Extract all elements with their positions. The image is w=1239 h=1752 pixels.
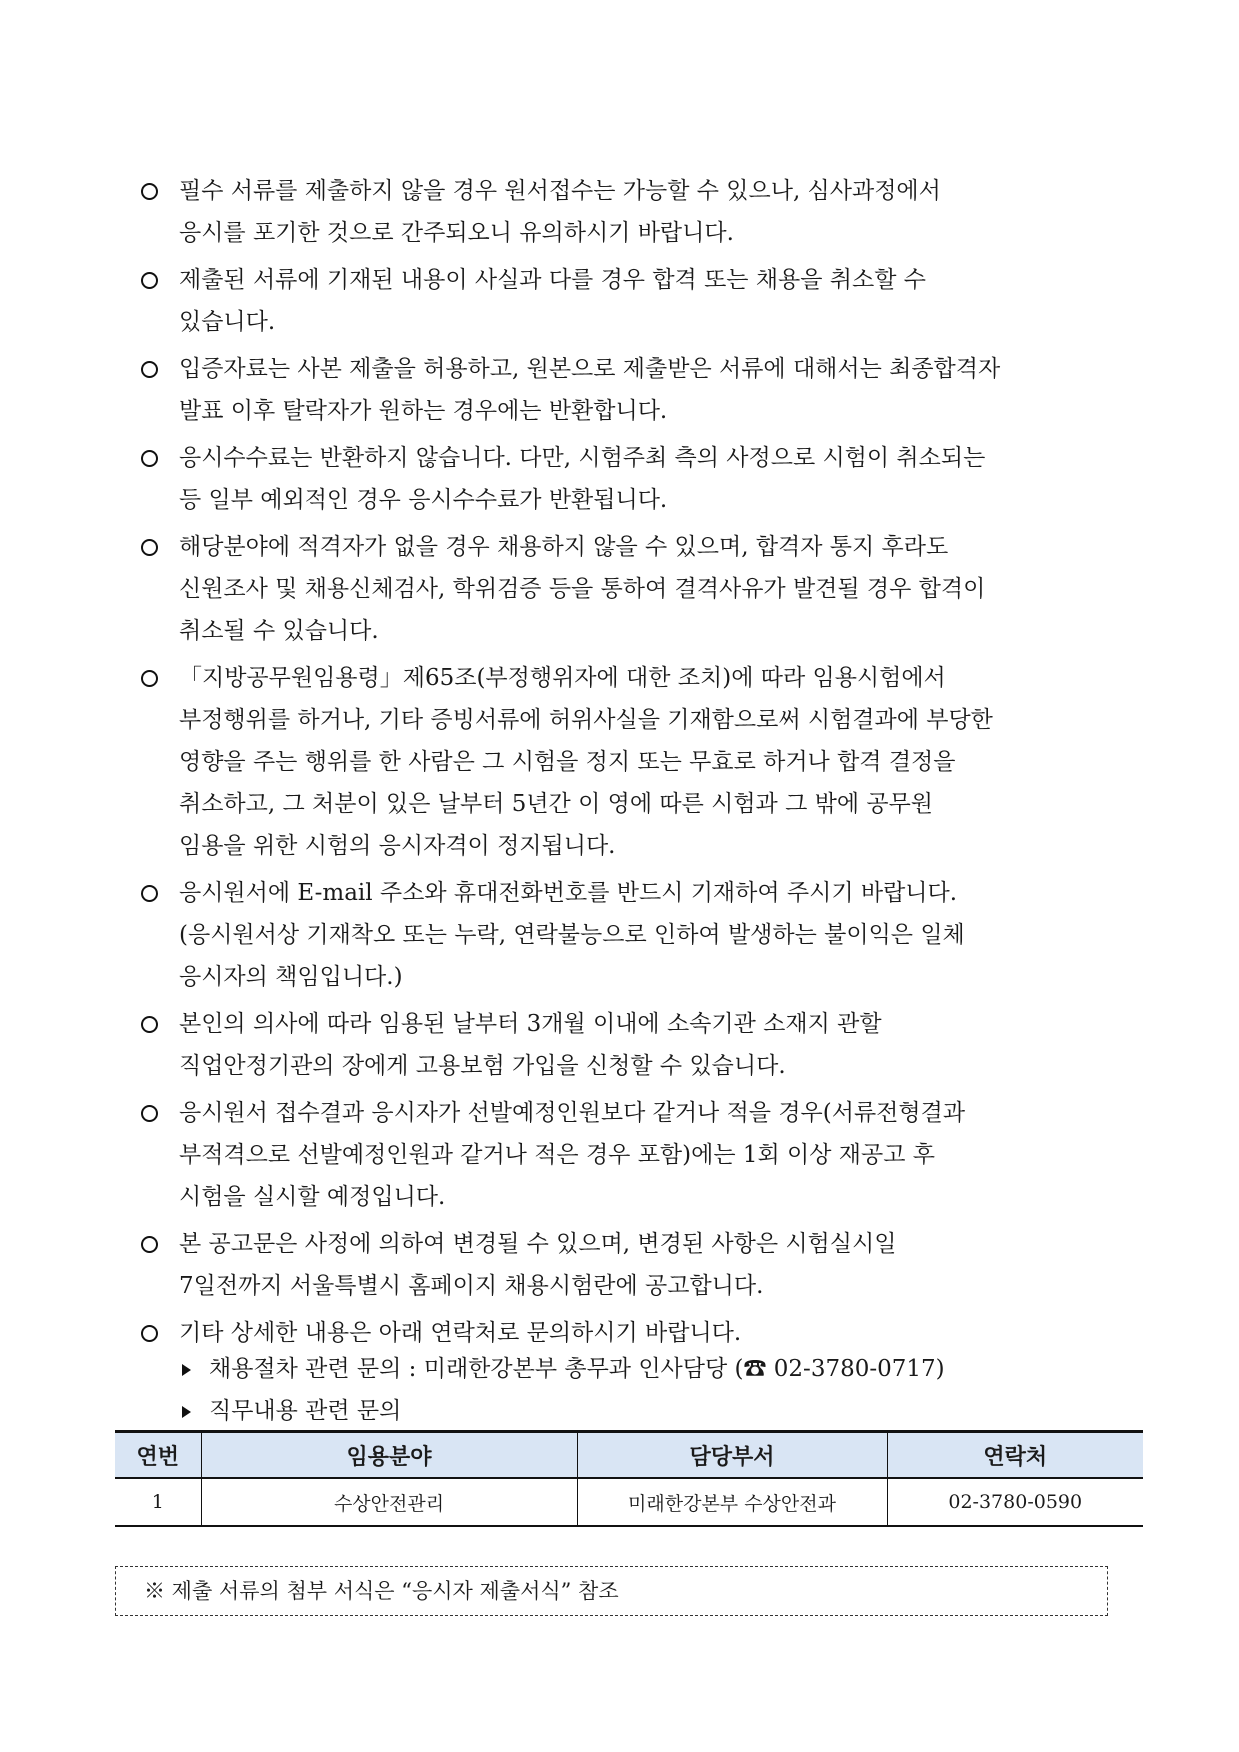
- notice-line: 시험을 실시할 예정입니다.: [179, 1184, 446, 1210]
- notice-item: [141, 437, 1121, 521]
- circle-bullet-icon: [141, 272, 158, 289]
- cell-number: 1: [115, 1478, 201, 1526]
- column-header-department: 담당부서: [577, 1432, 887, 1479]
- column-header-field: 임용분야: [201, 1432, 577, 1479]
- notice-line: 기타 상세한 내용은 아래 연락처로 문의하시기 바랍니다.: [179, 1320, 742, 1346]
- notice-list: [141, 170, 1121, 1359]
- notice-line: 필수 서류를 제출하지 않을 경우 원서접수는 가능할 수 있으나, 심사과정에서: [179, 178, 941, 204]
- triangle-bullet-icon: [182, 1364, 191, 1376]
- notice-line: 부정행위를 하거나, 기타 증빙서류에 허위사실을 기재함으로써 시험결과에 부당한: [179, 707, 993, 733]
- notice-line: 응시자의 책임입니다.): [179, 964, 403, 990]
- cell-department: 미래한강본부 수상안전과: [577, 1478, 887, 1526]
- circle-bullet-icon: [141, 539, 158, 556]
- contact-inquiry-item: [179, 1348, 945, 1390]
- notice-item: [141, 657, 1121, 867]
- circle-bullet-icon: [141, 1325, 158, 1342]
- notice-line: (응시원서상 기재착오 또는 누락, 연락불능으로 인하여 발생하는 불이익은 일체: [179, 922, 965, 948]
- notice-line: 본 공고문은 사정에 의하여 변경될 수 있으며, 변경된 사항은 시험실시일: [179, 1231, 897, 1257]
- notice-line: 직업안정기관의 장에게 고용보험 가입을 신청할 수 있습니다.: [179, 1053, 786, 1079]
- notice-line: 등 일부 예외적인 경우 응시수수료가 반환됩니다.: [179, 487, 668, 513]
- notice-item: [141, 170, 1121, 254]
- notice-line: 취소하고, 그 처분이 있은 날부터 5년간 이 영에 따른 시험과 그 밖에 공무원: [179, 791, 933, 817]
- notice-line: 본인의 의사에 따라 임용된 날부터 3개월 이내에 소속기관 소재지 관할: [179, 1011, 882, 1037]
- circle-bullet-icon: [141, 1236, 158, 1253]
- circle-bullet-icon: [141, 183, 158, 200]
- notice-item: [141, 872, 1121, 998]
- notice-item: [141, 348, 1121, 432]
- notice-line: 응시원서 접수결과 응시자가 선발예정인원보다 같거나 적을 경우(서류전형결과: [179, 1100, 966, 1126]
- contact-inquiry-text: 직무내용 관련 문의: [209, 1398, 402, 1424]
- notice-item: [141, 526, 1121, 652]
- notice-item: [141, 1003, 1121, 1087]
- notice-item: [141, 1223, 1121, 1307]
- notice-line: 「지방공무원임용령」제65조(부정행위자에 대한 조치)에 따라 임용시험에서: [179, 665, 946, 691]
- contact-inquiry-text: 채용절차 관련 문의 : 미래한강본부 총무과 인사담당 (☎ 02-3780-0717): [209, 1356, 945, 1382]
- notice-line: 제출된 서류에 기재된 내용이 사실과 다를 경우 합격 또는 채용을 취소할 수: [179, 267, 926, 293]
- notice-item: [141, 259, 1121, 343]
- cell-contact: 02-3780-0590: [887, 1478, 1143, 1526]
- cell-field: 수상안전관리: [201, 1478, 577, 1526]
- notice-line: 응시를 포기한 것으로 간주되오니 유의하시기 바랍니다.: [179, 220, 734, 246]
- notice-line: 입증자료는 사본 제출을 허용하고, 원본으로 제출받은 서류에 대해서는 최종합격자: [179, 356, 1001, 382]
- table-header-row: [115, 1432, 1143, 1479]
- triangle-bullet-icon: [182, 1406, 191, 1418]
- circle-bullet-icon: [141, 1105, 158, 1122]
- notice-line: 응시원서에 E-mail 주소와 휴대전화번호를 반드시 기재하여 주시기 바랍니다.: [179, 880, 958, 906]
- notice-line: 임용을 위한 시험의 응시자격이 정지됩니다.: [179, 833, 616, 859]
- notice-line: 있습니다.: [179, 309, 276, 335]
- circle-bullet-icon: [141, 361, 158, 378]
- contact-inquiry-list: [179, 1348, 945, 1432]
- notice-line: 신원조사 및 채용신체검사, 학위검증 등을 통하여 결격사유가 발견될 경우 합격이: [179, 576, 986, 602]
- notice-line: 부적격으로 선발예정인원과 같거나 적은 경우 포함)에는 1회 이상 재공고 후: [179, 1142, 935, 1168]
- table-row: [115, 1478, 1143, 1526]
- notice-line: 영향을 주는 행위를 한 사람은 그 시험을 정지 또는 무효로 하거나 합격 결정을: [179, 749, 956, 775]
- column-header-number: 연번: [115, 1432, 201, 1479]
- attachment-note-text: ※ 제출 서류의 첨부 서식은 “응시자 제출서식” 참조: [144, 1579, 619, 1603]
- contact-table: [115, 1430, 1143, 1527]
- circle-bullet-icon: [141, 670, 158, 687]
- circle-bullet-icon: [141, 1016, 158, 1033]
- circle-bullet-icon: [141, 450, 158, 467]
- notice-line: 7일전까지 서울특별시 홈페이지 채용시험란에 공고합니다.: [179, 1273, 764, 1299]
- notice-line: 응시수수료는 반환하지 않습니다. 다만, 시험주최 측의 사정으로 시험이 취소되는: [179, 445, 986, 471]
- column-header-contact: 연락처: [887, 1432, 1143, 1479]
- notice-line: 발표 이후 탈락자가 원하는 경우에는 반환합니다.: [179, 398, 668, 424]
- notice-line: 해당분야에 적격자가 없을 경우 채용하지 않을 수 있으며, 합격자 통지 후라도: [179, 534, 949, 560]
- notice-line: 취소될 수 있습니다.: [179, 618, 379, 644]
- contact-inquiry-item: [179, 1390, 945, 1432]
- attachment-note-box: [115, 1566, 1108, 1616]
- notice-item: [141, 1092, 1121, 1218]
- circle-bullet-icon: [141, 885, 158, 902]
